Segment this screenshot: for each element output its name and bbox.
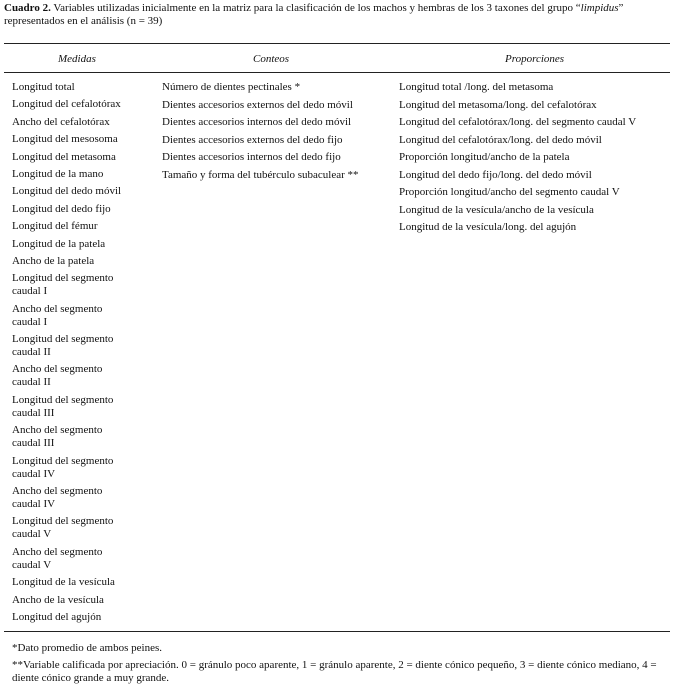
medida-item: Longitud del cefalotórax <box>12 98 121 111</box>
caption-italic-word: limpidus <box>580 2 619 14</box>
proporciones-column <box>399 81 674 239</box>
conteo-item: Dientes accesorios externos del dedo fijo <box>162 133 343 146</box>
medida-item: Longitud del agujón <box>12 610 102 623</box>
medida-item: Ancho del cefalotórax <box>12 115 110 128</box>
proporcion-item: Proporción longitud/ancho del segmento caudal V <box>399 186 620 198</box>
conteos-column <box>162 81 392 186</box>
conteo-item: Dientes accesorios internos del dedo móvil <box>162 116 352 128</box>
medida-item: Longitud de la mano <box>12 167 104 180</box>
medida-item: Longitud del segmento caudal IV <box>12 454 114 480</box>
medida-item: Longitud del metasoma <box>12 150 116 163</box>
caption-label: Cuadro 2. <box>4 2 51 14</box>
medidas-column <box>12 81 152 628</box>
table-caption <box>4 2 672 28</box>
caption-text-before: Variables utilizadas inicialmente en la matriz para la clasificación de los machos y hembras de los 3 taxones del grupo “ <box>50 2 581 14</box>
bottom-rule <box>4 631 670 632</box>
medida-item: Longitud de la patela <box>12 237 106 250</box>
proporcion-item: Longitud de la vesícula/long. del agujón <box>399 221 577 233</box>
medida-item: Longitud del segmento caudal V <box>12 515 114 541</box>
footnote-2: **Variable calificada por apreciación. 0 = gránulo poco aparente, 1 = gránulo aparente, 2 = diente cónico pequeño, 3 = diente cónico mediano, 4 = diente cónico grande a muy grande. <box>12 659 657 684</box>
caption-text-after: ” representados en el análisis (n = 39) <box>4 2 624 27</box>
proporcion-item: Longitud del cefalotórax/long. del dedo móvil <box>399 133 602 146</box>
medida-item: Ancho del segmento caudal IV <box>12 485 103 511</box>
header-medidas: Medidas <box>58 53 96 65</box>
proporcion-item: Proporción longitud/ancho de la patela <box>399 151 570 163</box>
medida-item: Ancho del segmento caudal V <box>12 545 103 571</box>
proporcion-item: Longitud total /long. del metasoma <box>399 81 554 93</box>
medida-item: Longitud de la vesícula <box>12 576 115 589</box>
medida-item: Longitud del mesosoma <box>12 133 118 146</box>
proporcion-item: Longitud del metasoma/long. del cefalotórax <box>399 98 597 111</box>
medida-item: Longitud del segmento caudal II <box>12 333 114 359</box>
header-rule <box>4 72 670 73</box>
conteo-item: Dientes accesorios externos del dedo móvil <box>162 98 353 111</box>
medida-item: Longitud del segmento caudal I <box>12 272 114 298</box>
medida-item: Ancho del segmento caudal II <box>12 363 103 389</box>
medida-item: Ancho del segmento caudal I <box>12 302 103 328</box>
proporcion-item: Longitud del cefalotórax/long. del segmento caudal V <box>399 116 637 128</box>
conteo-item: Tamaño y forma del tubérculo subaculear ** <box>162 168 359 181</box>
medida-item: Longitud total <box>12 81 75 93</box>
medida-item: Ancho de la vesícula <box>12 593 104 606</box>
proporcion-item: Longitud de la vesícula/ancho de la vesícula <box>399 203 594 216</box>
medida-item: Longitud del dedo fijo <box>12 202 111 215</box>
medida-item: Ancho del segmento caudal III <box>12 424 103 450</box>
header-proporciones: Proporciones <box>505 53 565 65</box>
medida-item: Ancho de la patela <box>12 254 95 267</box>
medida-item: Longitud del dedo móvil <box>12 185 122 198</box>
medida-item: Longitud del segmento caudal III <box>12 393 114 419</box>
conteo-item: Número de dientes pectinales * <box>162 81 301 93</box>
header-conteos: Conteos <box>253 53 290 65</box>
medida-item: Longitud del fémur <box>12 220 98 233</box>
top-rule <box>4 43 670 44</box>
footnote-1: *Dato promedio de ambos peines. <box>12 642 162 654</box>
conteo-item: Dientes accesorios internos del dedo fijo <box>162 151 341 163</box>
proporcion-item: Longitud del dedo fijo/long. del dedo móvil <box>399 168 592 181</box>
